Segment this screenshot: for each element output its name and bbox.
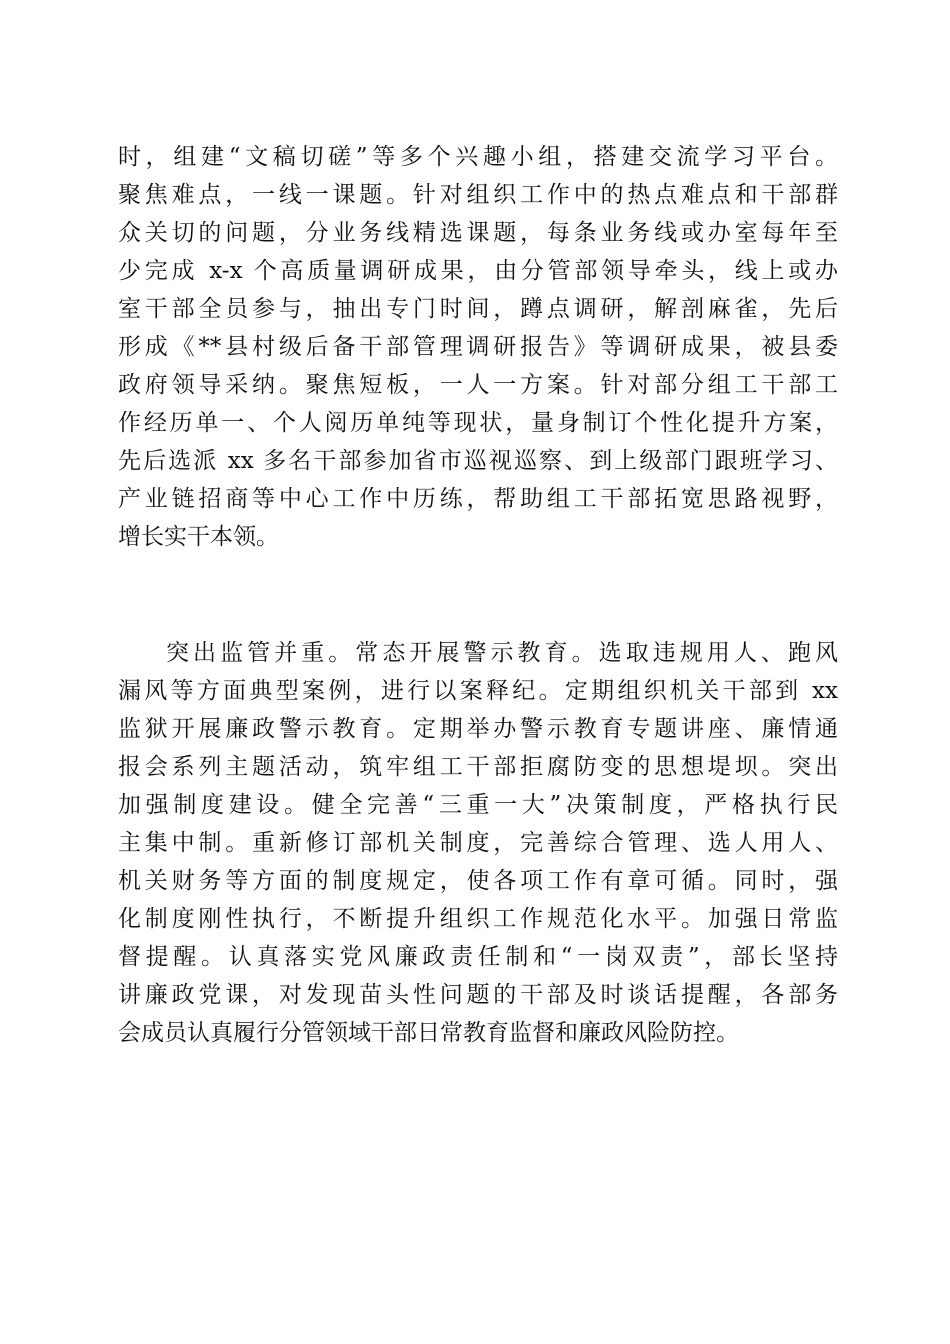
paragraph-line: 众关切的问题，分业务线精选课题，每条业务线或办室每年至 [118, 220, 838, 246]
paragraph-line: 加强制度建设。健全完善“三重一大”决策制度，严格执行民 [118, 792, 838, 818]
paragraph-line: 少完成 x-x 个高质量调研成果，由分管部领导牵头，线上或办 [118, 258, 838, 284]
paragraph-line: 聚焦难点，一线一课题。针对组织工作中的热点难点和干部群 [118, 182, 838, 208]
paragraph-line: 产业链招商等中心工作中历练，帮助组工干部拓宽思路视野， [118, 486, 838, 512]
paragraph-line: 化制度刚性执行，不断提升组织工作规范化水平。加强日常监 [118, 906, 838, 932]
paragraph-line: 主集中制。重新修订部机关制度，完善综合管理、选人用人、 [118, 830, 838, 856]
paragraph-line: 作经历单一、个人阅历单纯等现状，量身制订个性化提升方案， [118, 410, 838, 436]
paragraph-line: 先后选派 xx 多名干部参加省市巡视巡察、到上级部门跟班学习、 [118, 448, 838, 474]
paragraph-line: 形成《**县村级后备干部管理调研报告》等调研成果，被县委 [118, 334, 838, 360]
paragraph-line: 督提醒。认真落实党风廉政责任制和“一岗双责”，部长坚持 [118, 944, 838, 970]
paragraph-line: 突出监管并重。常态开展警示教育。选取违规用人、跑风 [166, 640, 838, 666]
paragraph-line: 室干部全员参与，抽出专门时间，蹲点调研，解剖麻雀，先后 [118, 296, 838, 322]
paragraph-line: 时，组建“文稿切磋”等多个兴趣小组，搭建交流学习平台。 [118, 144, 838, 170]
paragraph-1 [118, 138, 838, 556]
paragraph-line: 漏风等方面典型案例，进行以案释纪。定期组织机关干部到 xx [118, 678, 838, 704]
paragraph-line: 监狱开展廉政警示教育。定期举办警示教育专题讲座、廉情通 [118, 716, 838, 742]
paragraph-line: 讲廉政党课，对发现苗头性问题的干部及时谈话提醒，各部务 [118, 982, 838, 1008]
paragraph-line: 报会系列主题活动，筑牢组工干部拒腐防变的思想堤坝。突出 [118, 754, 838, 780]
paragraph-line: 增长实干本领。 [118, 524, 279, 550]
paragraph-2 [118, 634, 838, 1052]
paragraph-line: 政府领导采纳。聚焦短板，一人一方案。针对部分组工干部工 [118, 372, 838, 398]
paragraph-line: 会成员认真履行分管领域干部日常教育监督和廉政风险防控。 [118, 1020, 739, 1046]
paragraph-line: 机关财务等方面的制度规定，使各项工作有章可循。同时，强 [118, 868, 838, 894]
